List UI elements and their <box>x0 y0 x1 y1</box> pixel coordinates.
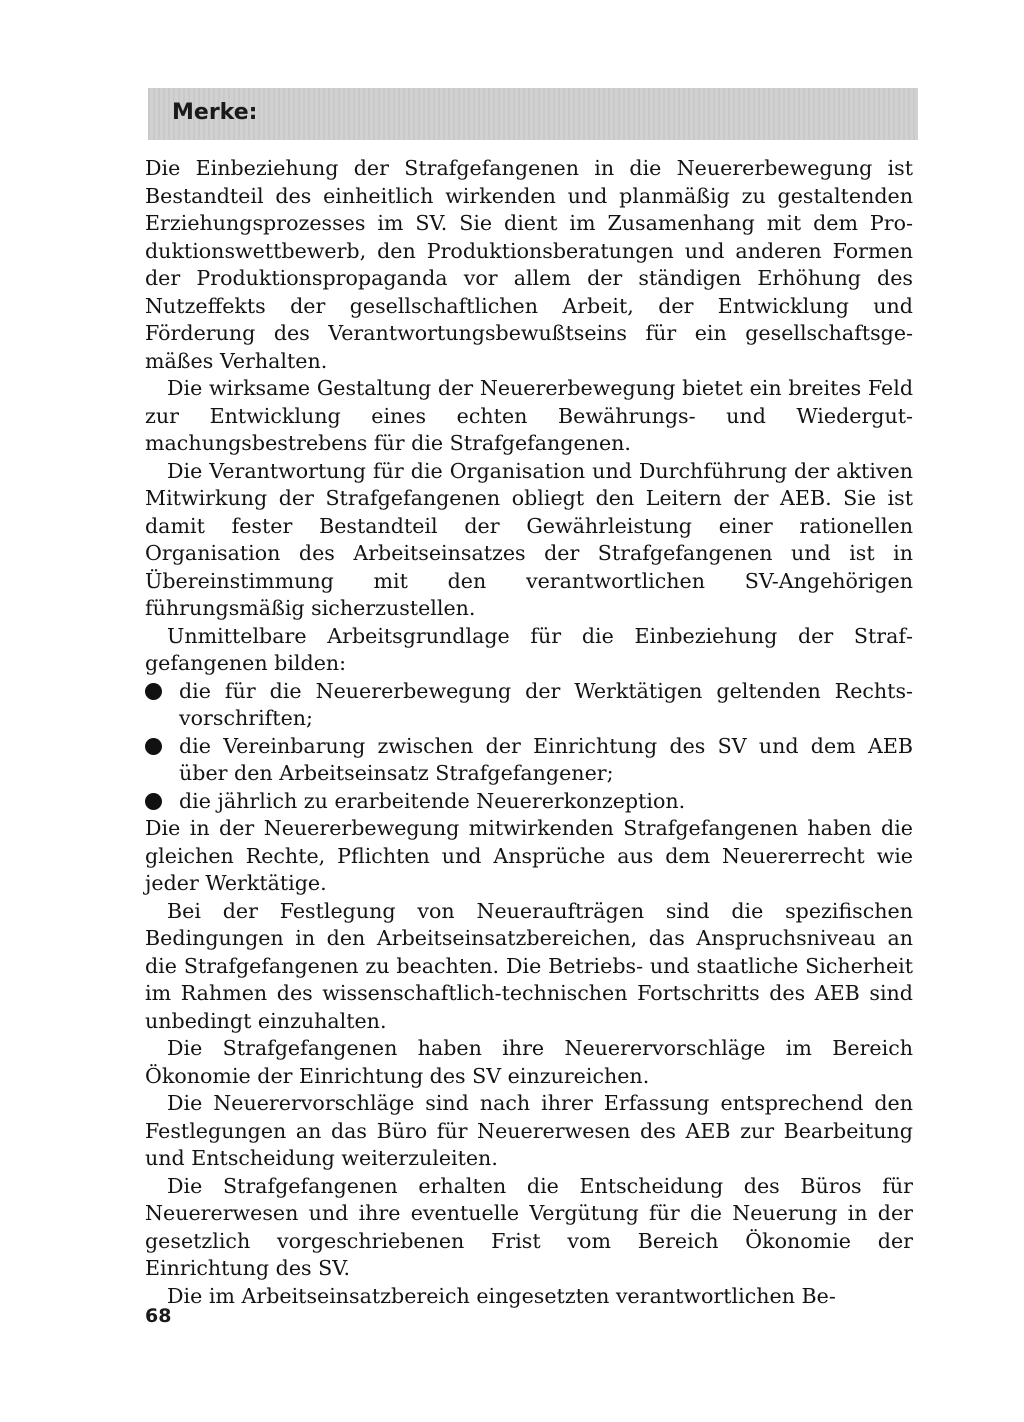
paragraph: Die Strafgefangenen erhalten die Entscheidung des Büros für Neuererwesen und ihre eventuelle Vergütung für die Neuerung in der gesetzlich vorgeschriebenen Frist vom Bereich Ökonomie der Einrichtung des SV. <box>145 1173 913 1280</box>
bullet-list <box>145 678 913 816</box>
paragraph: Die in der Neuererbewegung mitwirkenden Strafgefangenen haben die gleichen Rechte, Pflichten und Ansprüche aus dem Neuererrecht wie jeder Werktätige. <box>145 816 913 895</box>
paragraph: Die wirksame Gestaltung der Neuererbewegung bietet ein breites Feld zur Entwicklung eines echten Bewährungs- und Wiedergutmachungsbestrebens für die Strafgefangenen. <box>145 376 913 455</box>
paragraph: Die Einbeziehung der Strafgefangenen in die Neuererbewegung ist Bestandteil des einheitlich wirkenden und planmäßig zu gestaltenden Erziehungsprozesses im SV. Sie dient im Zusamenhang mit dem Produktionswettbewerb, den Produktionsberatungen und anderen Formen der Produktionspropaganda vor allem der ständigen Erhöhung des Nutzeffekts der gesellschaftlichen Arbeit, der Entwicklung und Förderung des Verantwortungsbewußtseins für ein gesellschaftsgemäßes Verhalten. <box>145 156 913 373</box>
merke-box <box>148 88 918 140</box>
paragraph: Die im Arbeitseinsatzbereich eingesetzten verantwortlichen Be- <box>167 1283 836 1308</box>
bullet-icon <box>145 793 162 810</box>
bullet-icon <box>145 683 162 700</box>
bullet-text: die für die Neuererbewegung der Werktätigen geltenden Rechtsvorschriften; <box>179 678 913 730</box>
page-text <box>145 155 913 1310</box>
list-item <box>145 733 913 788</box>
bullet-text: die Vereinbarung zwischen der Einrichtung des SV und dem AEB über den Arbeitseinsatz Strafgefangener; <box>179 733 913 785</box>
paragraph: Die Strafgefangenen haben ihre Neuerervorschläge im Bereich Ökonomie der Einrichtung des SV einzureichen. <box>145 1036 913 1088</box>
list-item <box>145 678 913 733</box>
paragraph: Bei der Festlegung von Neueraufträgen sind die spezifischen Bedingungen in den Arbeitseinsatzbereichen, das Anspruchsniveau an die Strafgefangenen zu beachten. Die Betriebs- und staatliche Sicherheit im Rahmen des wissenschaftlich-technischen Fortschritts des AEB sind unbedingt einzuhalten. <box>145 898 913 1033</box>
merke-label: Merke: <box>172 100 258 125</box>
paragraph: Die Neuerervorschläge sind nach ihrer Erfassung entsprechend den Festlegungen an das Büro für Neuererwesen des AEB zur Bearbeitung und Entscheidung weiterzuleiten. <box>145 1091 913 1170</box>
paragraph: Die Verantwortung für die Organisation und Durchführung der aktiven Mitwirkung der Strafgefangenen obliegt den Leitern der AEB. Sie ist damit fester Bestandteil der Gewährleistung einer rationellen Organisation des Arbeitseinsatzes der Strafgefangenen und ist in Übereinstimmung mit den verantwortlichen SV-Angehörigen führungsmäßig sicherzustellen. <box>145 458 913 620</box>
bullet-text: die jährlich zu erarbeitende Neuererkonzeption. <box>179 788 686 813</box>
list-item <box>145 788 913 816</box>
paragraph: Unmittelbare Arbeitsgrundlage für die Einbeziehung der Strafgefangenen bilden: <box>145 623 913 675</box>
bullet-icon <box>145 738 162 755</box>
page-number: 68 <box>145 1305 172 1327</box>
